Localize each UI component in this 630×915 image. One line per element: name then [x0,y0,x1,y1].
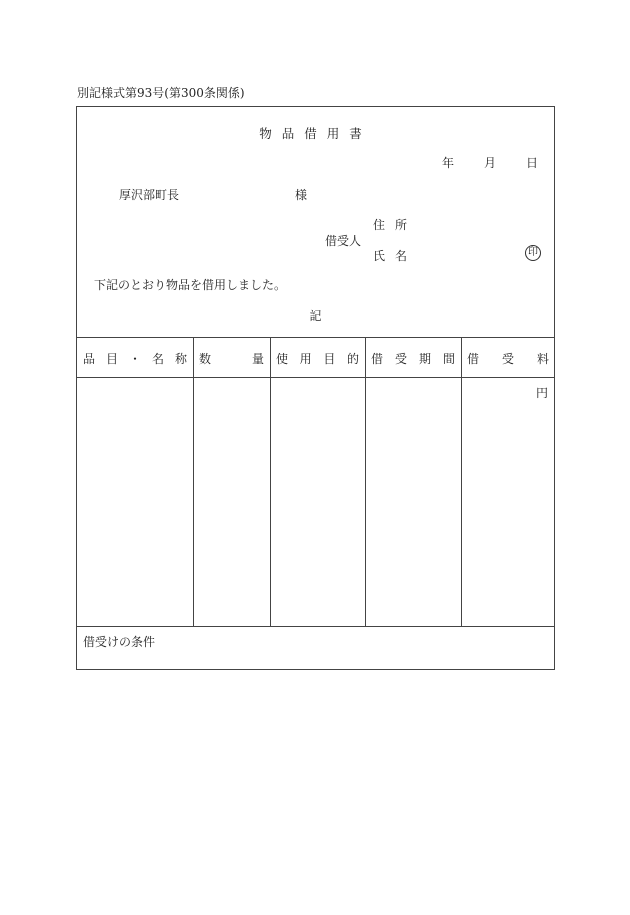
header-purpose: 使 用 目 的 [276,351,359,366]
address-label: 住所 [373,218,418,232]
day-label: 日 [525,156,538,170]
month-label: 月 [483,156,496,170]
addressee: 厚沢部町長 [119,188,180,202]
header-fee: 借 受 料 [467,351,549,366]
honorific-sama: 様 [295,188,308,202]
col-divider-3 [365,337,366,626]
col-divider-1 [193,337,194,626]
conditions-top-line [77,626,554,627]
header-item-name: 品 目 ・ 名 称 [83,351,187,366]
form-title: 物品借用書 [259,126,372,141]
col-divider-4 [461,337,462,626]
name-label: 氏名 [373,249,418,263]
conditions-label: 借受けの条件 [83,635,156,649]
ki-heading: 記 [309,309,322,323]
col-divider-2 [270,337,271,626]
borrowing-form [76,106,555,670]
year-label: 年 [441,156,454,170]
header-period: 借 受 期 間 [371,351,455,366]
borrower-label: 借受人 [325,234,362,248]
date-line [442,154,538,171]
form-number: 別記様式第93号(第300条関係) [77,86,245,100]
header-quantity: 数 量 [199,351,264,366]
seal-mark-icon: 印 [525,245,541,261]
statement: 下記のとおり物品を借用しました。 [94,278,287,292]
yen-unit: 円 [535,386,548,400]
